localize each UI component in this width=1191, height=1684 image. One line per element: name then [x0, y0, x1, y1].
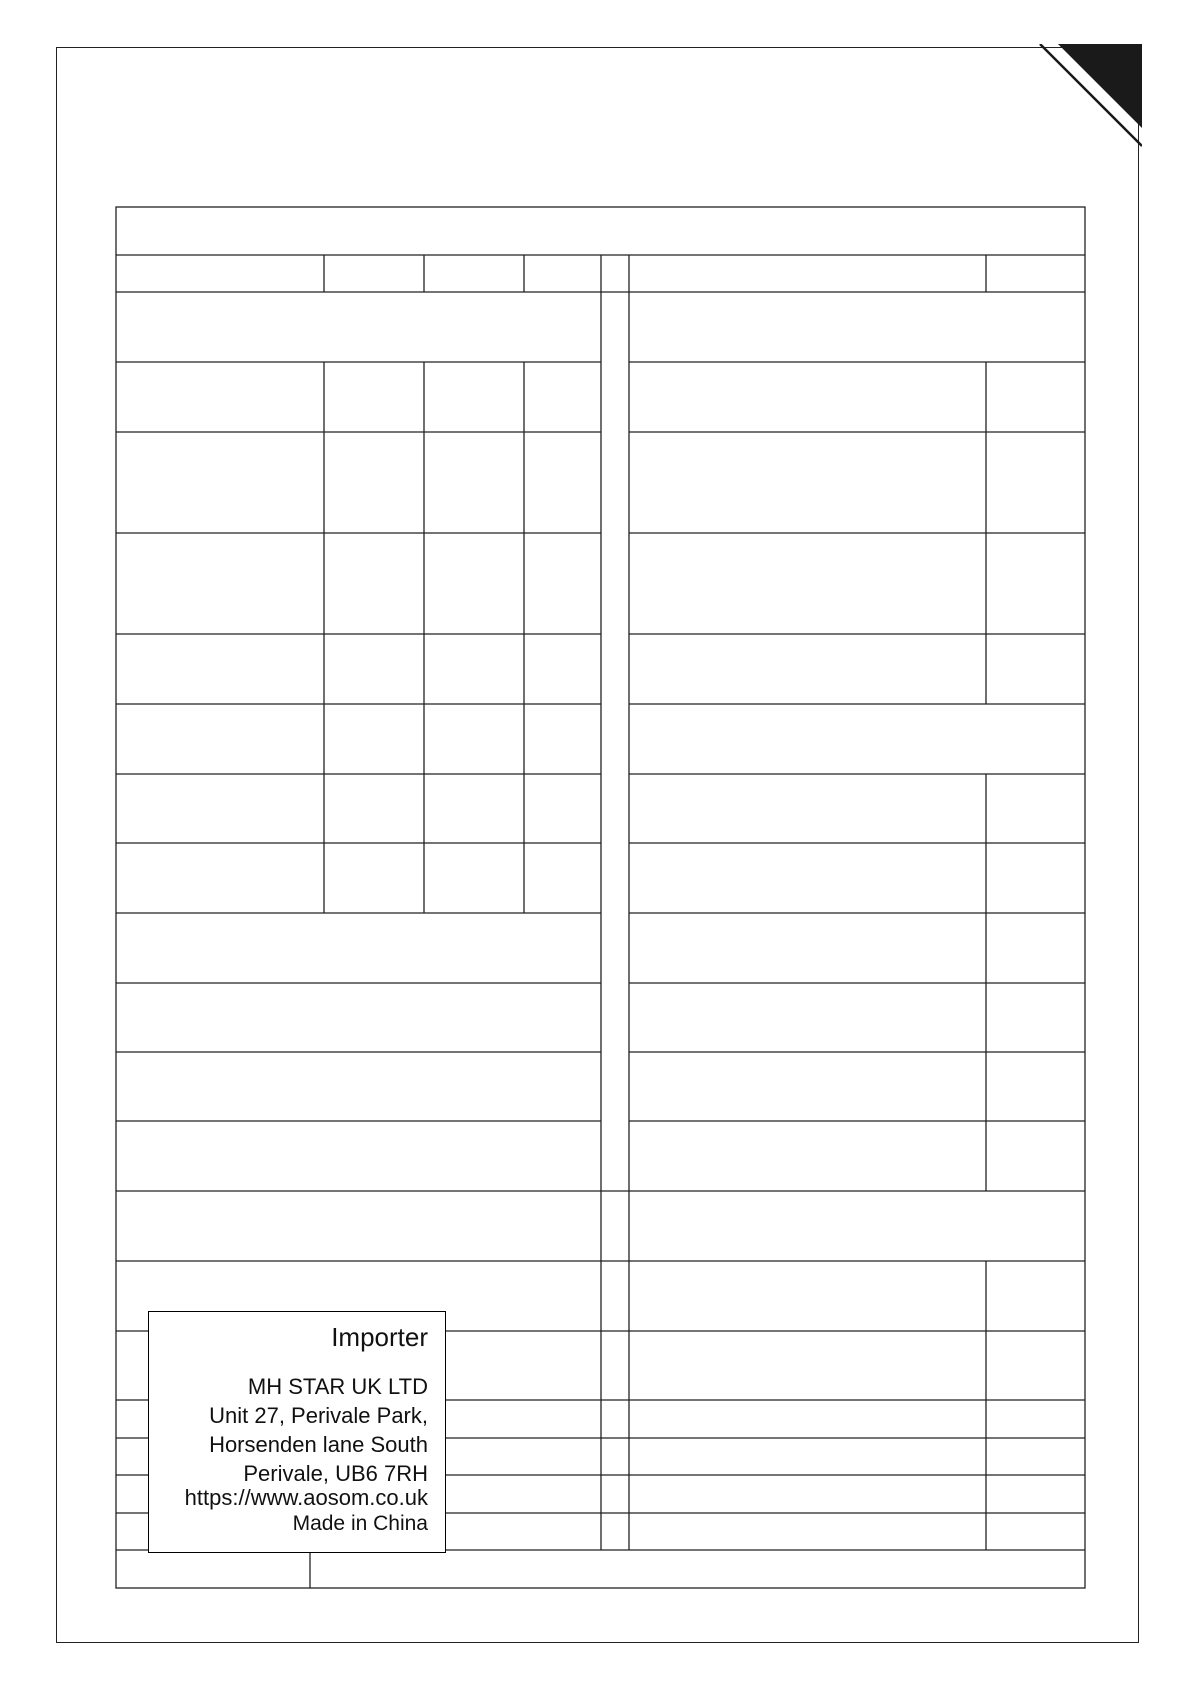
importer-label: [148, 1311, 446, 1553]
importer-address-line3: Perivale, UB6 7RH: [243, 1461, 428, 1486]
importer-title: Importer: [331, 1322, 428, 1352]
importer-address-line1: Unit 27, Perivale Park,: [209, 1403, 428, 1428]
importer-origin: Made in China: [292, 1512, 428, 1535]
importer-company: MH STAR UK LTD: [247, 1374, 428, 1399]
importer-website: https://www.aosom.co.uk: [184, 1485, 428, 1510]
importer-address-line2: Horsenden lane South: [209, 1432, 428, 1457]
